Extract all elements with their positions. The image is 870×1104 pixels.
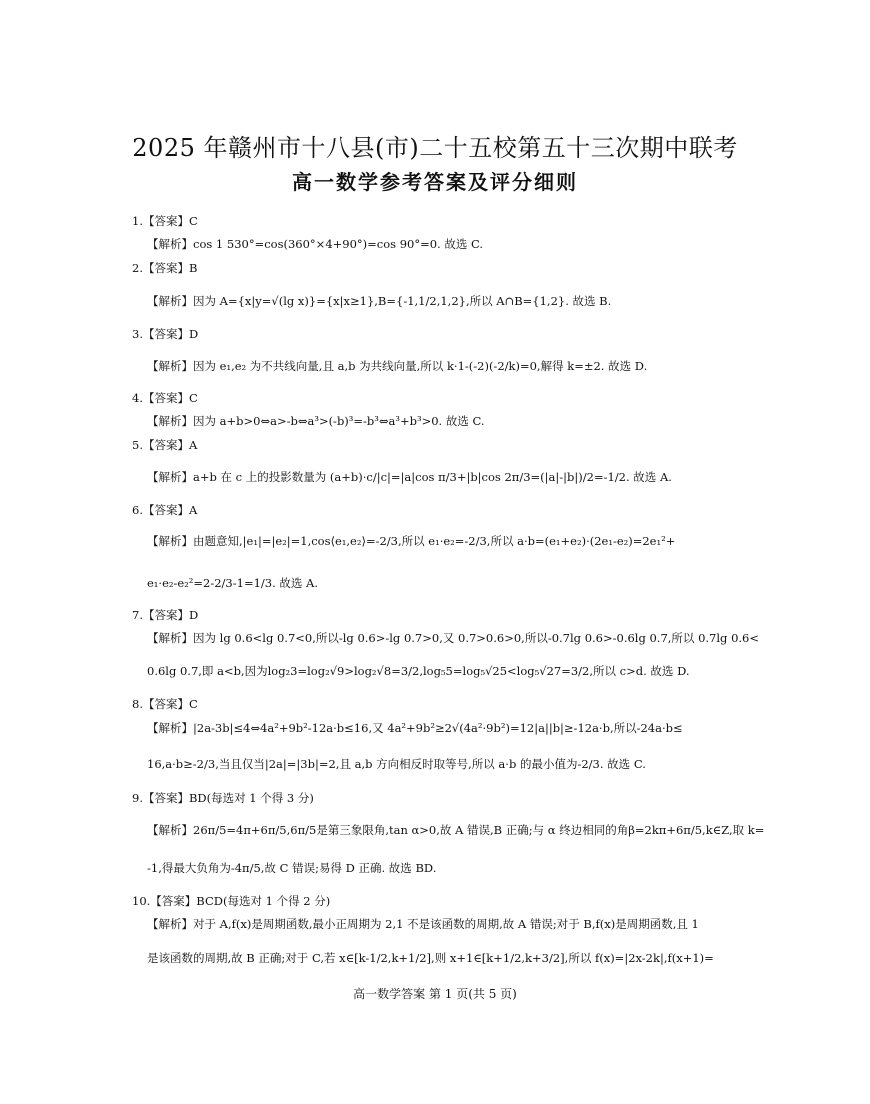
explanation-5-line-1: 【解析】a+b 在 c 上的投影数量为 (a+b)·c/|c|=|a|cos π/3+|b|cos 2π/3=(|a|-|b|)/2=-1/2. 故选 A. (147, 470, 672, 484)
document-title: 2025 年赣州市十八县(市)二十五校第五十三次期中联考 (132, 134, 738, 162)
explanation-9-line-1: 【解析】26π/5=4π+6π/5,6π/5是第三象限角,tan α>0,故 A 错误,B 正确;与 α 终边相同的角β=2kπ+6π/5,k∈Z,取 k= (147, 823, 765, 837)
explanation-1-line-1: 【解析】cos 1 530°=cos(360°×4+90°)=cos 90°=0. 故选 C. (147, 237, 484, 251)
explanation-6-line-1: 【解析】由题意知,|e₁|=|e₂|=1,cos⟨e₁,e₂⟩=-2/3,所以 e₁·e₂=-2/3,所以 a·b=(e₁+e₂)·(2e₁-e₂)=2e₁²+ (147, 534, 676, 548)
document-subtitle: 高一数学参考答案及评分细则 (292, 170, 578, 194)
explanation-4-line-1: 【解析】因为 a+b>0⇔a>-b⇔a³>(-b)³=-b³⇔a³+b³>0. 故选 C. (147, 414, 485, 428)
explanation-10-line-1: 【解析】对于 A,f(x)是周期函数,最小正周期为 2,1 不是该函数的周期,故 A 错误;对于 B,f(x)是周期函数,且 1 (147, 917, 699, 931)
explanation-8-line-2: 16,a·b≥-2/3,当且仅当|2a|=|3b|=2,且 a,b 方向相反时取等号,所以 a·b 的最小值为-2/3. 故选 C. (147, 757, 646, 771)
explanation-2-line-1: 【解析】因为 A={x|y=√(lg x)}={x|x≥1},B={-1,1/2,1,2},所以 A∩B={1,2}. 故选 B. (147, 294, 612, 308)
explanation-8-line-1: 【解析】|2a-3b|≤4⇔4a²+9b²-12a·b≤16,又 4a²+9b²≥2√(4a²·9b²)=12|a||b|≥-12a·b,所以-24a·b≤ (147, 721, 683, 735)
answer-4: 4.【答案】C (132, 391, 198, 405)
explanation-9-line-2: -1,得最大负角为-4π/5,故 C 错误;易得 D 正确. 故选 BD. (147, 861, 437, 875)
answer-6: 6.【答案】A (132, 503, 198, 517)
page-footer: 高一数学答案 第 1 页(共 5 页) (353, 987, 517, 1001)
answer-5: 5.【答案】A (132, 438, 198, 452)
explanation-10-line-2: 是该函数的周期,故 B 正确;对于 C,若 x∈[k-1/2,k+1/2],则 x+1∈[k+1/2,k+3/2],所以 f(x)=|2x-2k|,f(x+1)= (147, 951, 714, 965)
answer-8: 8.【答案】C (132, 697, 198, 711)
answer-10: 10.【答案】BCD(每选对 1 个得 2 分) (132, 894, 331, 908)
answer-9: 9.【答案】BD(每选对 1 个得 3 分) (132, 791, 314, 805)
answer-1: 1.【答案】C (132, 214, 198, 228)
explanation-3-line-1: 【解析】因为 e₁,e₂ 为不共线向量,且 a,b 为共线向量,所以 k·1-(-2)(-2/k)=0,解得 k=±2. 故选 D. (147, 359, 648, 373)
explanation-7-line-2: 0.6lg 0.7,即 a<b,因为log₂3=log₂√9>log₂√8=3/2,log₅5=log₅√25<log₅√27=3/2,所以 c>d. 故选 D. (147, 664, 690, 678)
explanation-6-line-2: e₁·e₂-e₂²=2-2/3-1=1/3. 故选 A. (147, 576, 319, 590)
answer-3: 3.【答案】D (132, 327, 199, 341)
answer-7: 7.【答案】D (132, 608, 199, 622)
answer-2: 2.【答案】B (132, 261, 198, 275)
explanation-7-line-1: 【解析】因为 lg 0.6<lg 0.7<0,所以-lg 0.6>-lg 0.7>0,又 0.7>0.6>0,所以-0.7lg 0.6>-0.6lg 0.7,所以 0.7lg 0.6< (147, 631, 759, 645)
